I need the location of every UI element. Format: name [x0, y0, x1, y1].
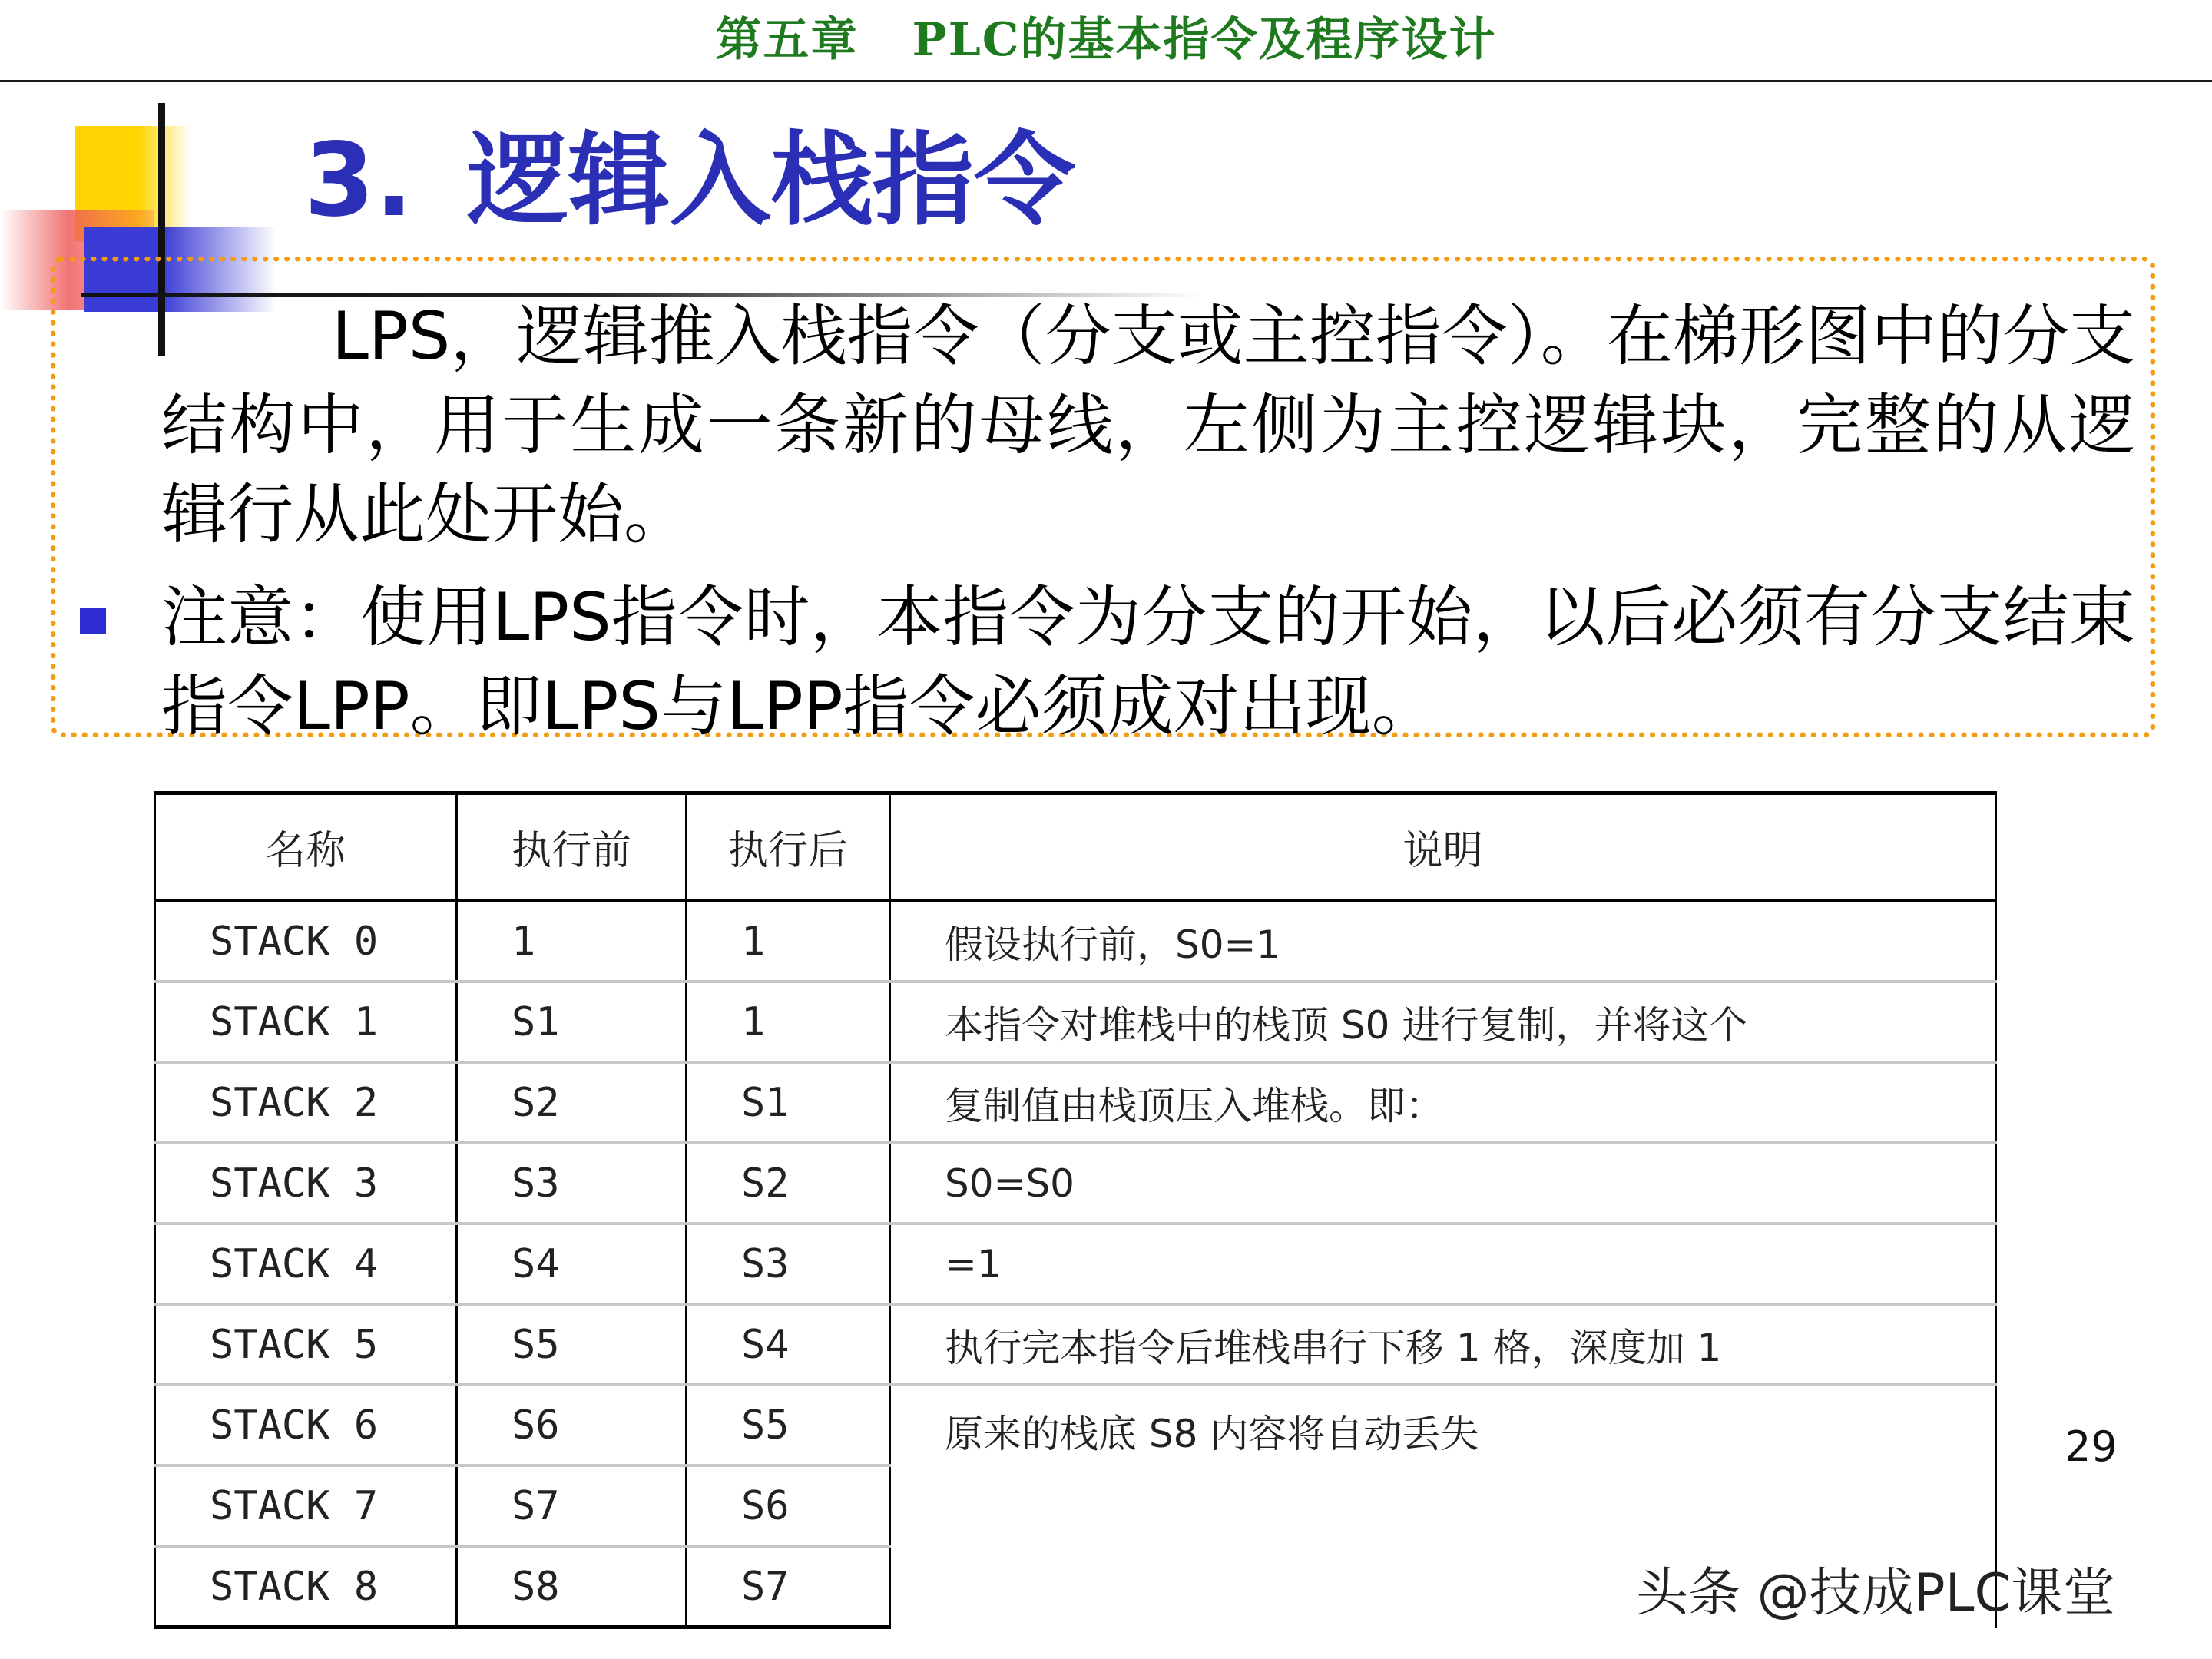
cell-name: STACK 5 — [155, 1304, 457, 1385]
cell-name: STACK 7 — [155, 1465, 457, 1546]
cell-after: S7 — [687, 1546, 890, 1628]
header-after: 执行后 — [687, 793, 890, 901]
cell-before: S5 — [457, 1304, 687, 1385]
cell-note: S0=S0 — [890, 1143, 1996, 1224]
lps-note: 注意：使用LPS指令时，本指令为分支的开始，以后必须有分支结束指令LPP。即LPS与LPP指令必须成对出现。 — [161, 579, 2135, 745]
section-title — [304, 123, 1075, 238]
table-row — [155, 1385, 1996, 1465]
stack-table — [154, 791, 1997, 1629]
table-header-row — [155, 793, 1996, 901]
cell-before: S4 — [457, 1224, 687, 1304]
cell-name: STACK 8 — [155, 1546, 457, 1628]
table-row — [155, 1304, 1996, 1385]
section-title-text: 逻辑入栈指令 — [467, 121, 1075, 240]
cell-after: S6 — [687, 1465, 890, 1546]
cell-note: 复制值由栈顶压入堆栈。即： — [890, 1062, 1996, 1143]
cell-name: STACK 6 — [155, 1385, 457, 1465]
cell-before: S8 — [457, 1546, 687, 1628]
cell-name: STACK 2 — [155, 1062, 457, 1143]
page-number: 29 — [2065, 1422, 2118, 1471]
table-row — [155, 1062, 1996, 1143]
lps-description: LPS，逻辑推入栈指令（分支或主控指令）。在梯形图中的分支结构中，用于生成一条新的母线，左侧为主控逻辑块，完整的从逻辑行从此处开始。 — [161, 298, 2135, 553]
cell-name: STACK 4 — [155, 1224, 457, 1304]
bullet-square-icon — [80, 608, 106, 634]
cell-name: STACK 0 — [155, 901, 457, 982]
cell-before: S6 — [457, 1385, 687, 1465]
cell-note: =1 — [890, 1224, 1996, 1304]
cell-name: STACK 3 — [155, 1143, 457, 1224]
table-row — [155, 901, 1996, 982]
cell-after: S4 — [687, 1304, 890, 1385]
cell-after: 1 — [687, 982, 890, 1062]
watermark-text: 头条 @技成PLC课堂 — [1636, 1563, 2115, 1624]
cell-note: 原来的栈底 S8 内容将自动丢失 — [890, 1385, 1996, 1628]
cell-after: S1 — [687, 1062, 890, 1143]
cell-after: S2 — [687, 1143, 890, 1224]
header-note: 说明 — [890, 793, 1996, 901]
chapter-header — [0, 0, 2212, 82]
cell-note: 执行完本指令后堆栈串行下移 1 格，深度加 1 — [890, 1304, 1996, 1385]
cell-after: S3 — [687, 1224, 890, 1304]
cell-note: 本指令对堆栈中的栈顶 S0 进行复制，并将这个 — [890, 982, 1996, 1062]
table-row — [155, 1143, 1996, 1224]
table-row — [155, 982, 1996, 1062]
cell-after: S5 — [687, 1385, 890, 1465]
header-name: 名称 — [155, 793, 457, 901]
chapter-label: 第五章 — [715, 13, 859, 67]
header-before: 执行前 — [457, 793, 687, 901]
cell-name: STACK 1 — [155, 982, 457, 1062]
cell-before: S7 — [457, 1465, 687, 1546]
cell-before: S1 — [457, 982, 687, 1062]
cell-after: 1 — [687, 901, 890, 982]
cell-before: S3 — [457, 1143, 687, 1224]
cell-note: 假设执行前，S0=1 — [890, 901, 1996, 982]
chapter-title: PLC的基本指令及程序设计 — [912, 13, 1497, 67]
table-row — [155, 1224, 1996, 1304]
section-number: 3. — [304, 121, 413, 240]
cell-before: 1 — [457, 901, 687, 982]
cell-before: S2 — [457, 1062, 687, 1143]
